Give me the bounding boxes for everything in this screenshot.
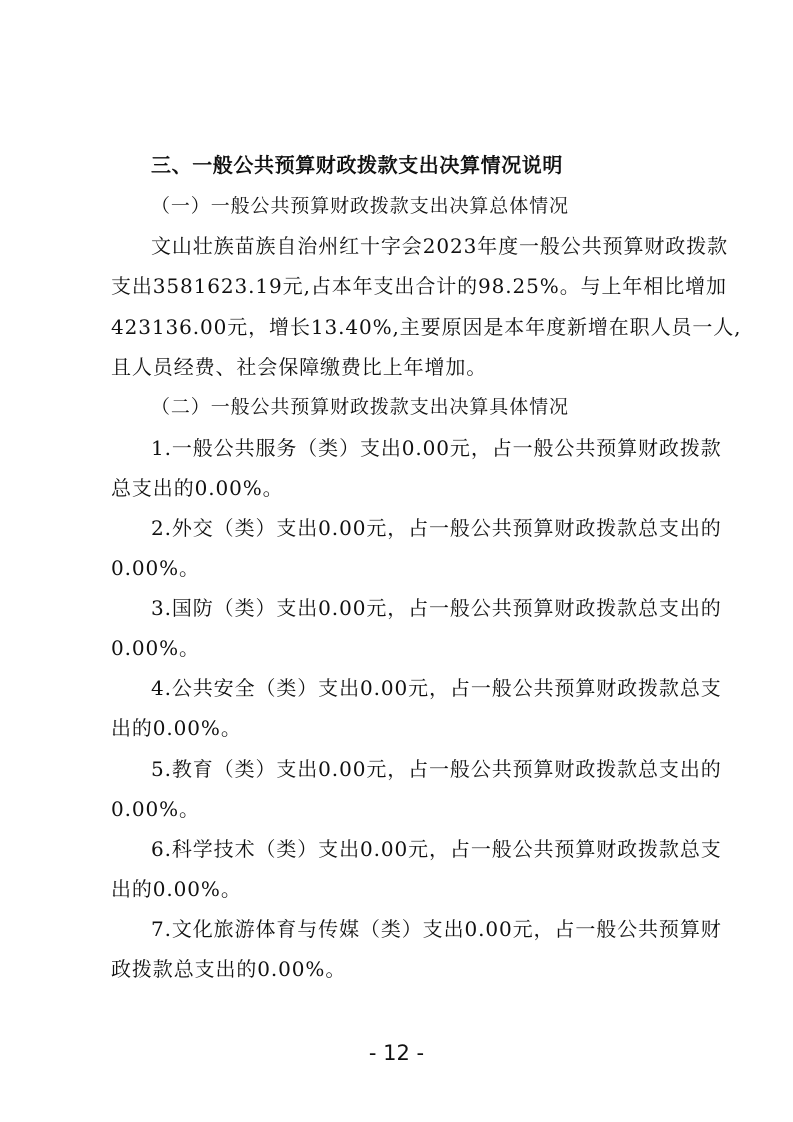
page-number: - 12 - [368, 1041, 425, 1065]
overall-heading: （一）一般公共预算财政拨款支出决算总体情况 [151, 195, 569, 217]
detail-item-line: 6.科学技术（类）支出0.00元，占一般公共预算财政拨款总支 [151, 837, 722, 861]
detail-item-line: 1.一般公共服务（类）支出0.00元，占一般公共预算财政拨款 [151, 436, 722, 460]
detail-item-line: 政拨款总支出的0.00%。 [111, 957, 347, 981]
overall-paragraph-line: 支出3581623.19元,占本年支出合计的98.25%。与上年相比增加 [111, 274, 727, 298]
detail-heading: （二）一般公共预算财政拨款支出决算具体情况 [151, 396, 569, 418]
overall-paragraph-line: 文山壮族苗族自治州红十字会2023年度一般公共预算财政拨款 [151, 234, 728, 258]
section-title: 三、一般公共预算财政拨款支出决算情况说明 [151, 153, 563, 177]
detail-item-line: 出的0.00%。 [111, 877, 242, 901]
overall-paragraph-line: 423136.00元，增长13.40%,主要原因是本年度新增在职人员一人, [111, 315, 742, 339]
detail-item-line: 0.00%。 [111, 797, 200, 821]
detail-item-line: 0.00%。 [111, 556, 200, 580]
detail-item-line: 总支出的0.00%。 [111, 476, 284, 500]
detail-item-line: 3.国防（类）支出0.00元，占一般公共预算财政拨款总支出的 [151, 596, 722, 620]
detail-item-line: 出的0.00%。 [111, 716, 242, 740]
overall-paragraph-line: 且人员经费、社会保障缴费比上年增加。 [111, 355, 488, 379]
detail-item-line: 7.文化旅游体育与传媒（类）支出0.00元，占一般公共预算财 [151, 917, 722, 941]
detail-item-line: 5.教育（类）支出0.00元，占一般公共预算财政拨款总支出的 [151, 757, 722, 781]
detail-item-line: 0.00%。 [111, 636, 200, 660]
detail-item-line: 2.外交（类）支出0.00元，占一般公共预算财政拨款总支出的 [151, 516, 722, 540]
detail-item-line: 4.公共安全（类）支出0.00元，占一般公共预算财政拨款总支 [151, 676, 722, 700]
